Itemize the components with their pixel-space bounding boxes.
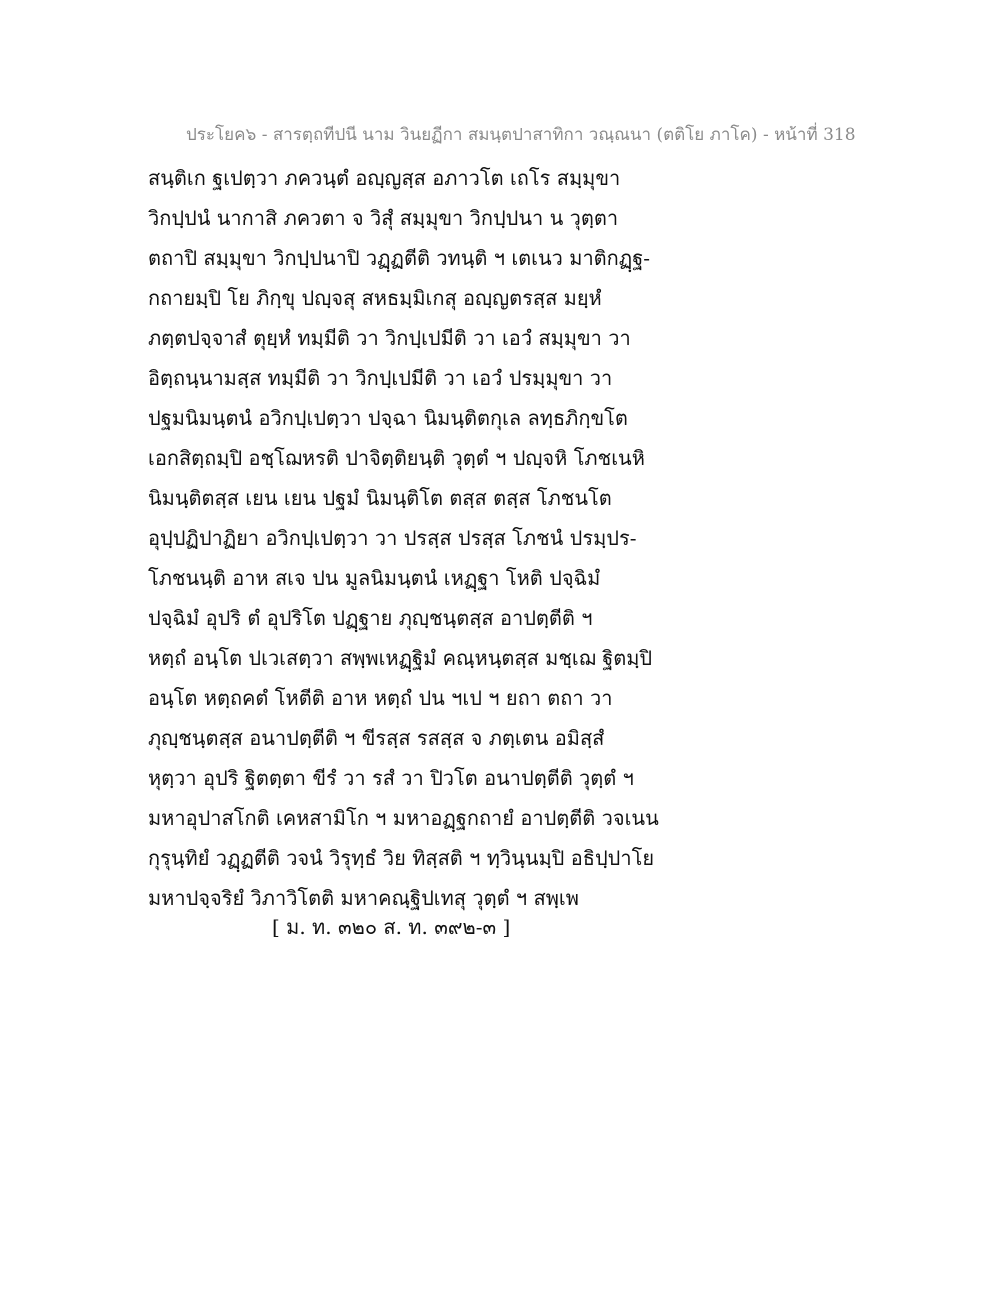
reference-note: [ ม. ท. ๓๒๐ ส. ท. ๓๙๒-๓ ]: [272, 915, 511, 939]
text-line: อุปฺปฏิปาฏิยา อวิกปฺเปตฺวา วา ปรสฺส ปรสฺส โภชนํ ปรมฺปร-: [148, 526, 637, 550]
text-line: กถายมฺปิ โย ภิกฺขุ ปญฺจสุ สหธมฺมิเกสุ อญฺญตรสฺส มยฺหํ: [148, 286, 602, 310]
body-text: [148, 158, 868, 918]
text-line: กุรุนฺทิยํ วฏฺฏตีติ วจนํ วิรุทฺธํ วิย ทิสฺสติ ฯ ทฺวินฺนมฺปิ อธิปฺปาโย: [148, 846, 655, 870]
text-line: ปจฺฉิมํ อุปริ ตํ อุปริโต ปฏฺฐาย ภุญฺชนฺตสฺส อาปตฺตีติ ฯ: [148, 606, 593, 630]
text-line: เอกสิตฺถมฺปิ อชฺโฌหรติ ปาจิตฺติยนฺติ วุตฺตํ ฯ ปญฺจหิ โภชเนหิ: [148, 446, 645, 470]
running-header: ประโยค๖ - สารตฺถทีปนี นาม วินยฏีกา สมนฺตปาสาทิกา วณฺณนา (ตติโย ภาโค) - หน้าที่ 318: [186, 125, 856, 145]
text-line: อิตฺถนฺนามสฺส ทมฺมีติ วา วิกปฺเปมีติ วา เอวํ ปรมฺมุขา วา: [148, 366, 613, 390]
text-line: ภุญฺชนฺตสฺส อนาปตฺตีติ ฯ ขีรสฺส รสสฺส จ ภตฺเตน อมิสฺสํ: [148, 726, 605, 750]
text-line: ปฐมนิมนฺตนํ อวิกปฺเปตฺวา ปจฺฉา นิมนฺติตกุเล ลทฺธภิกฺขโต: [148, 406, 628, 430]
text-line: หุตฺวา อุปริ ฐิตตฺตา ขีรํ วา รสํ วา ปิวโต อนาปตฺตีติ วุตฺตํ ฯ: [148, 766, 634, 790]
text-line: หตฺถํ อนฺโต ปเวเสตฺวา สพฺพเหฏฺฐิมํ คณฺหนฺตสฺส มชฺเฌ ฐิตมฺปิ: [148, 646, 653, 670]
text-line: มหาอุปาสโกติ เคหสามิโก ฯ มหาอฏฺฐกถายํ อาปตฺตีติ วจเนน: [148, 806, 659, 830]
text-line: สนฺติเก ฐเปตฺวา ภควนฺตํ อญฺญสฺส อภาวโต เถโร สมฺมุขา: [148, 166, 621, 190]
text-line: นิมนฺติตสฺส เยน เยน ปฐมํ นิมนฺติโต ตสฺส ตสฺส โภชนโต: [148, 486, 612, 510]
text-line: อนฺโต หตฺถคตํ โหตีติ อาห หตฺถํ ปน ฯเป ฯ ยถา ตถา วา: [148, 686, 613, 710]
text-line: มหาปจฺจริยํ วิภาวิโตติ มหาคณฺฐิปเทสุ วุตฺตํ ฯ สพฺเพ: [148, 886, 579, 910]
text-line: ตถาปิ สมฺมุขา วิกปฺปนาปิ วฏฺฏตีติ วทนฺติ ฯ เตเนว มาติกฏฺฐ-: [148, 246, 650, 270]
text-line: โภชนนฺติ อาห สเจ ปน มูลนิมนฺตนํ เหฏฺฐา โหติ ปจฺฉิมํ: [148, 566, 601, 590]
text-line: วิกปฺปนํ นากาสิ ภควตา จ วิสุํ สมฺมุขา วิกปฺปนา น วุตฺตา: [148, 206, 619, 230]
text-line: ภตฺตปจฺจาสํ ตุยฺหํ ทมฺมีติ วา วิกปฺเปมีติ วา เอวํ สมฺมุขา วา: [148, 326, 631, 350]
